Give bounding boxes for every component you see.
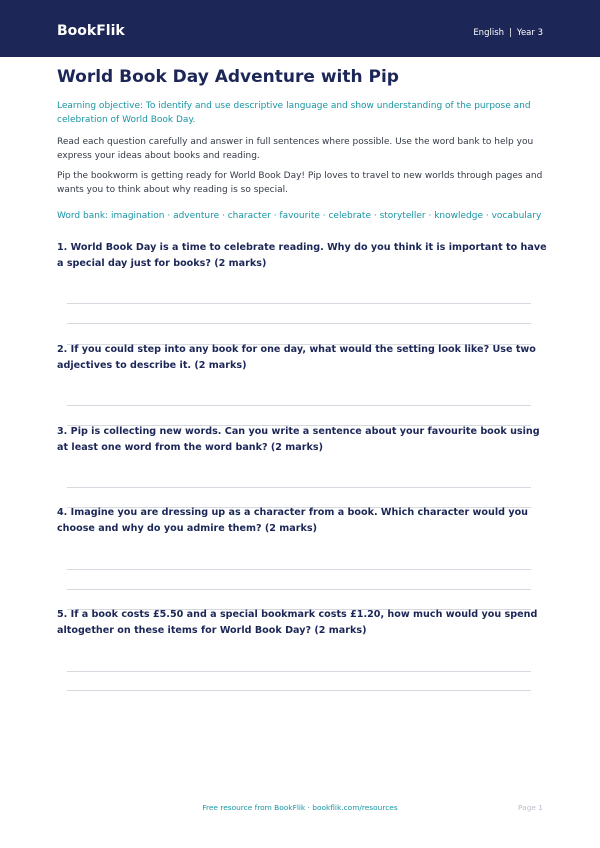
- question-2: 2. If you could step into any book for one day, what would the setting look like? Use two adjectives to describe it. (2 marks): [57, 344, 536, 371]
- question-1: 1. World Book Day is a time to celebrate reading. Why do you think it is important to have a special day just for books? (2 marks): [57, 242, 547, 269]
- answer-line[interactable]: [67, 589, 531, 590]
- year-label: Year 3: [516, 28, 543, 38]
- instructions-text: Read each question carefully and answer in full sentences where possible. Use the word bank to help you express your ideas about books and reading.: [57, 137, 534, 161]
- story-text: Pip the bookworm is getting ready for World Book Day! Pip loves to travel to new worlds through pages and wants you to think about why reading is so special.: [57, 171, 543, 195]
- question-5: 5. If a book costs £5.50 and a special bookmark costs £1.20, how much would you spend altogether on these items for World Book Day? (2 marks): [57, 609, 538, 636]
- answer-line[interactable]: [67, 323, 531, 324]
- meta-separator: |: [509, 28, 512, 38]
- answer-line[interactable]: [67, 690, 531, 691]
- answer-line[interactable]: [67, 487, 531, 488]
- page-number: Page 1: [518, 803, 543, 812]
- brand-logo[interactable]: BookFlik: [57, 23, 125, 39]
- subject-label: English: [473, 28, 505, 38]
- page-title: World Book Day Adventure with Pip: [57, 67, 399, 87]
- header-meta: [473, 28, 543, 38]
- answer-line[interactable]: [67, 569, 531, 570]
- question-4: 4. Imagine you are dressing up as a character from a book. Which character would you choose and why do you admire them? (2 marks): [57, 507, 528, 534]
- answer-line[interactable]: [67, 671, 531, 672]
- question-3: 3. Pip is collecting new words. Can you write a sentence about your favourite book using at least one word from the word bank? (2 marks): [57, 426, 540, 453]
- answer-line[interactable]: [67, 405, 531, 406]
- header-bar: [0, 0, 600, 57]
- learning-objective: Learning objective: To identify and use descriptive language and show understanding of the purpose and celebration of World Book Day.: [57, 101, 531, 125]
- footer-credit[interactable]: Free resource from BookFlik · bookflik.com/resources: [202, 803, 398, 812]
- word-bank: Word bank: imagination · adventure · character · favourite · celebrate · storyteller · knowledge · vocabulary: [57, 211, 542, 221]
- answer-line[interactable]: [67, 303, 531, 304]
